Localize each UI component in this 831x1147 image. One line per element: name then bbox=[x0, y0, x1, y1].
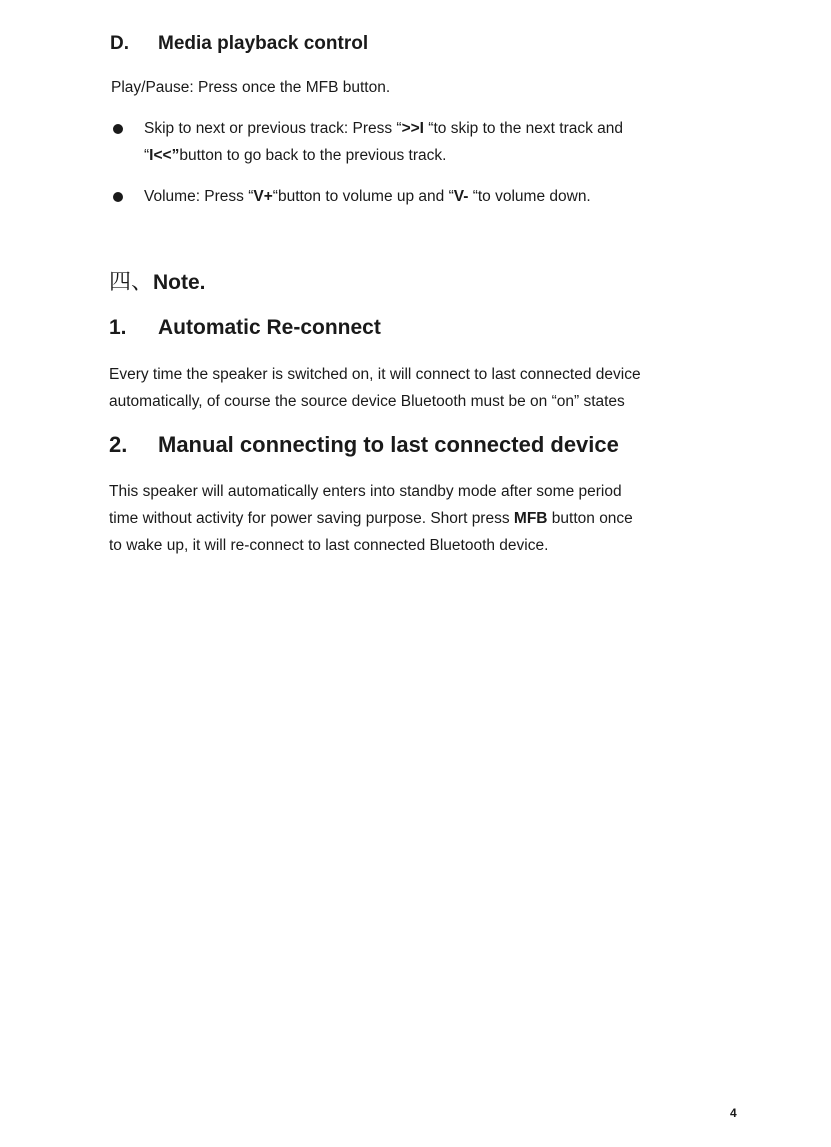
item-2-paragraph bbox=[109, 478, 633, 559]
section-d-number: D. bbox=[110, 33, 129, 54]
bullet-dot-icon bbox=[113, 124, 123, 134]
item-1-heading bbox=[109, 316, 381, 340]
section-d-heading bbox=[110, 33, 368, 55]
note-cjk-prefix: 四、 bbox=[109, 270, 154, 295]
bullet-skip-line-2: “I<<”button to go back to the previous track. bbox=[144, 147, 447, 164]
item-1-line-2: automatically, of course the source device Bluetooth must be on “on” states bbox=[109, 393, 625, 410]
item-2-heading bbox=[109, 432, 619, 458]
page-number: 4 bbox=[730, 1106, 737, 1120]
item-1-number: 1. bbox=[109, 316, 127, 339]
play-pause-text: Play/Pause: Press once the MFB button. bbox=[111, 79, 391, 96]
item-1-paragraph bbox=[109, 361, 641, 415]
bullet-volume-text: Volume: Press “V+“button to volume up and “V- “to volume down. bbox=[144, 188, 591, 205]
item-1-title: Automatic Re-connect bbox=[158, 316, 381, 339]
bullet-dot-icon bbox=[113, 192, 123, 202]
item-2-number: 2. bbox=[109, 432, 128, 457]
section-d-title: Media playback control bbox=[158, 33, 369, 54]
item-2-line-1: This speaker will automatically enters into standby mode after some period bbox=[109, 483, 622, 500]
item-1-line-1: Every time the speaker is switched on, it will connect to last connected device bbox=[109, 366, 641, 383]
item-2-title: Manual connecting to last connected device bbox=[158, 432, 619, 457]
item-2-line-2: time without activity for power saving purpose. Short press MFB button once bbox=[109, 510, 633, 527]
bullet-skip-line-1: Skip to next or previous track: Press “>>I “to skip to the next track and bbox=[144, 120, 624, 137]
note-section-heading bbox=[109, 265, 206, 296]
note-title: Note. bbox=[153, 271, 206, 294]
item-2-line-3: to wake up, it will re-connect to last connected Bluetooth device. bbox=[109, 537, 549, 554]
